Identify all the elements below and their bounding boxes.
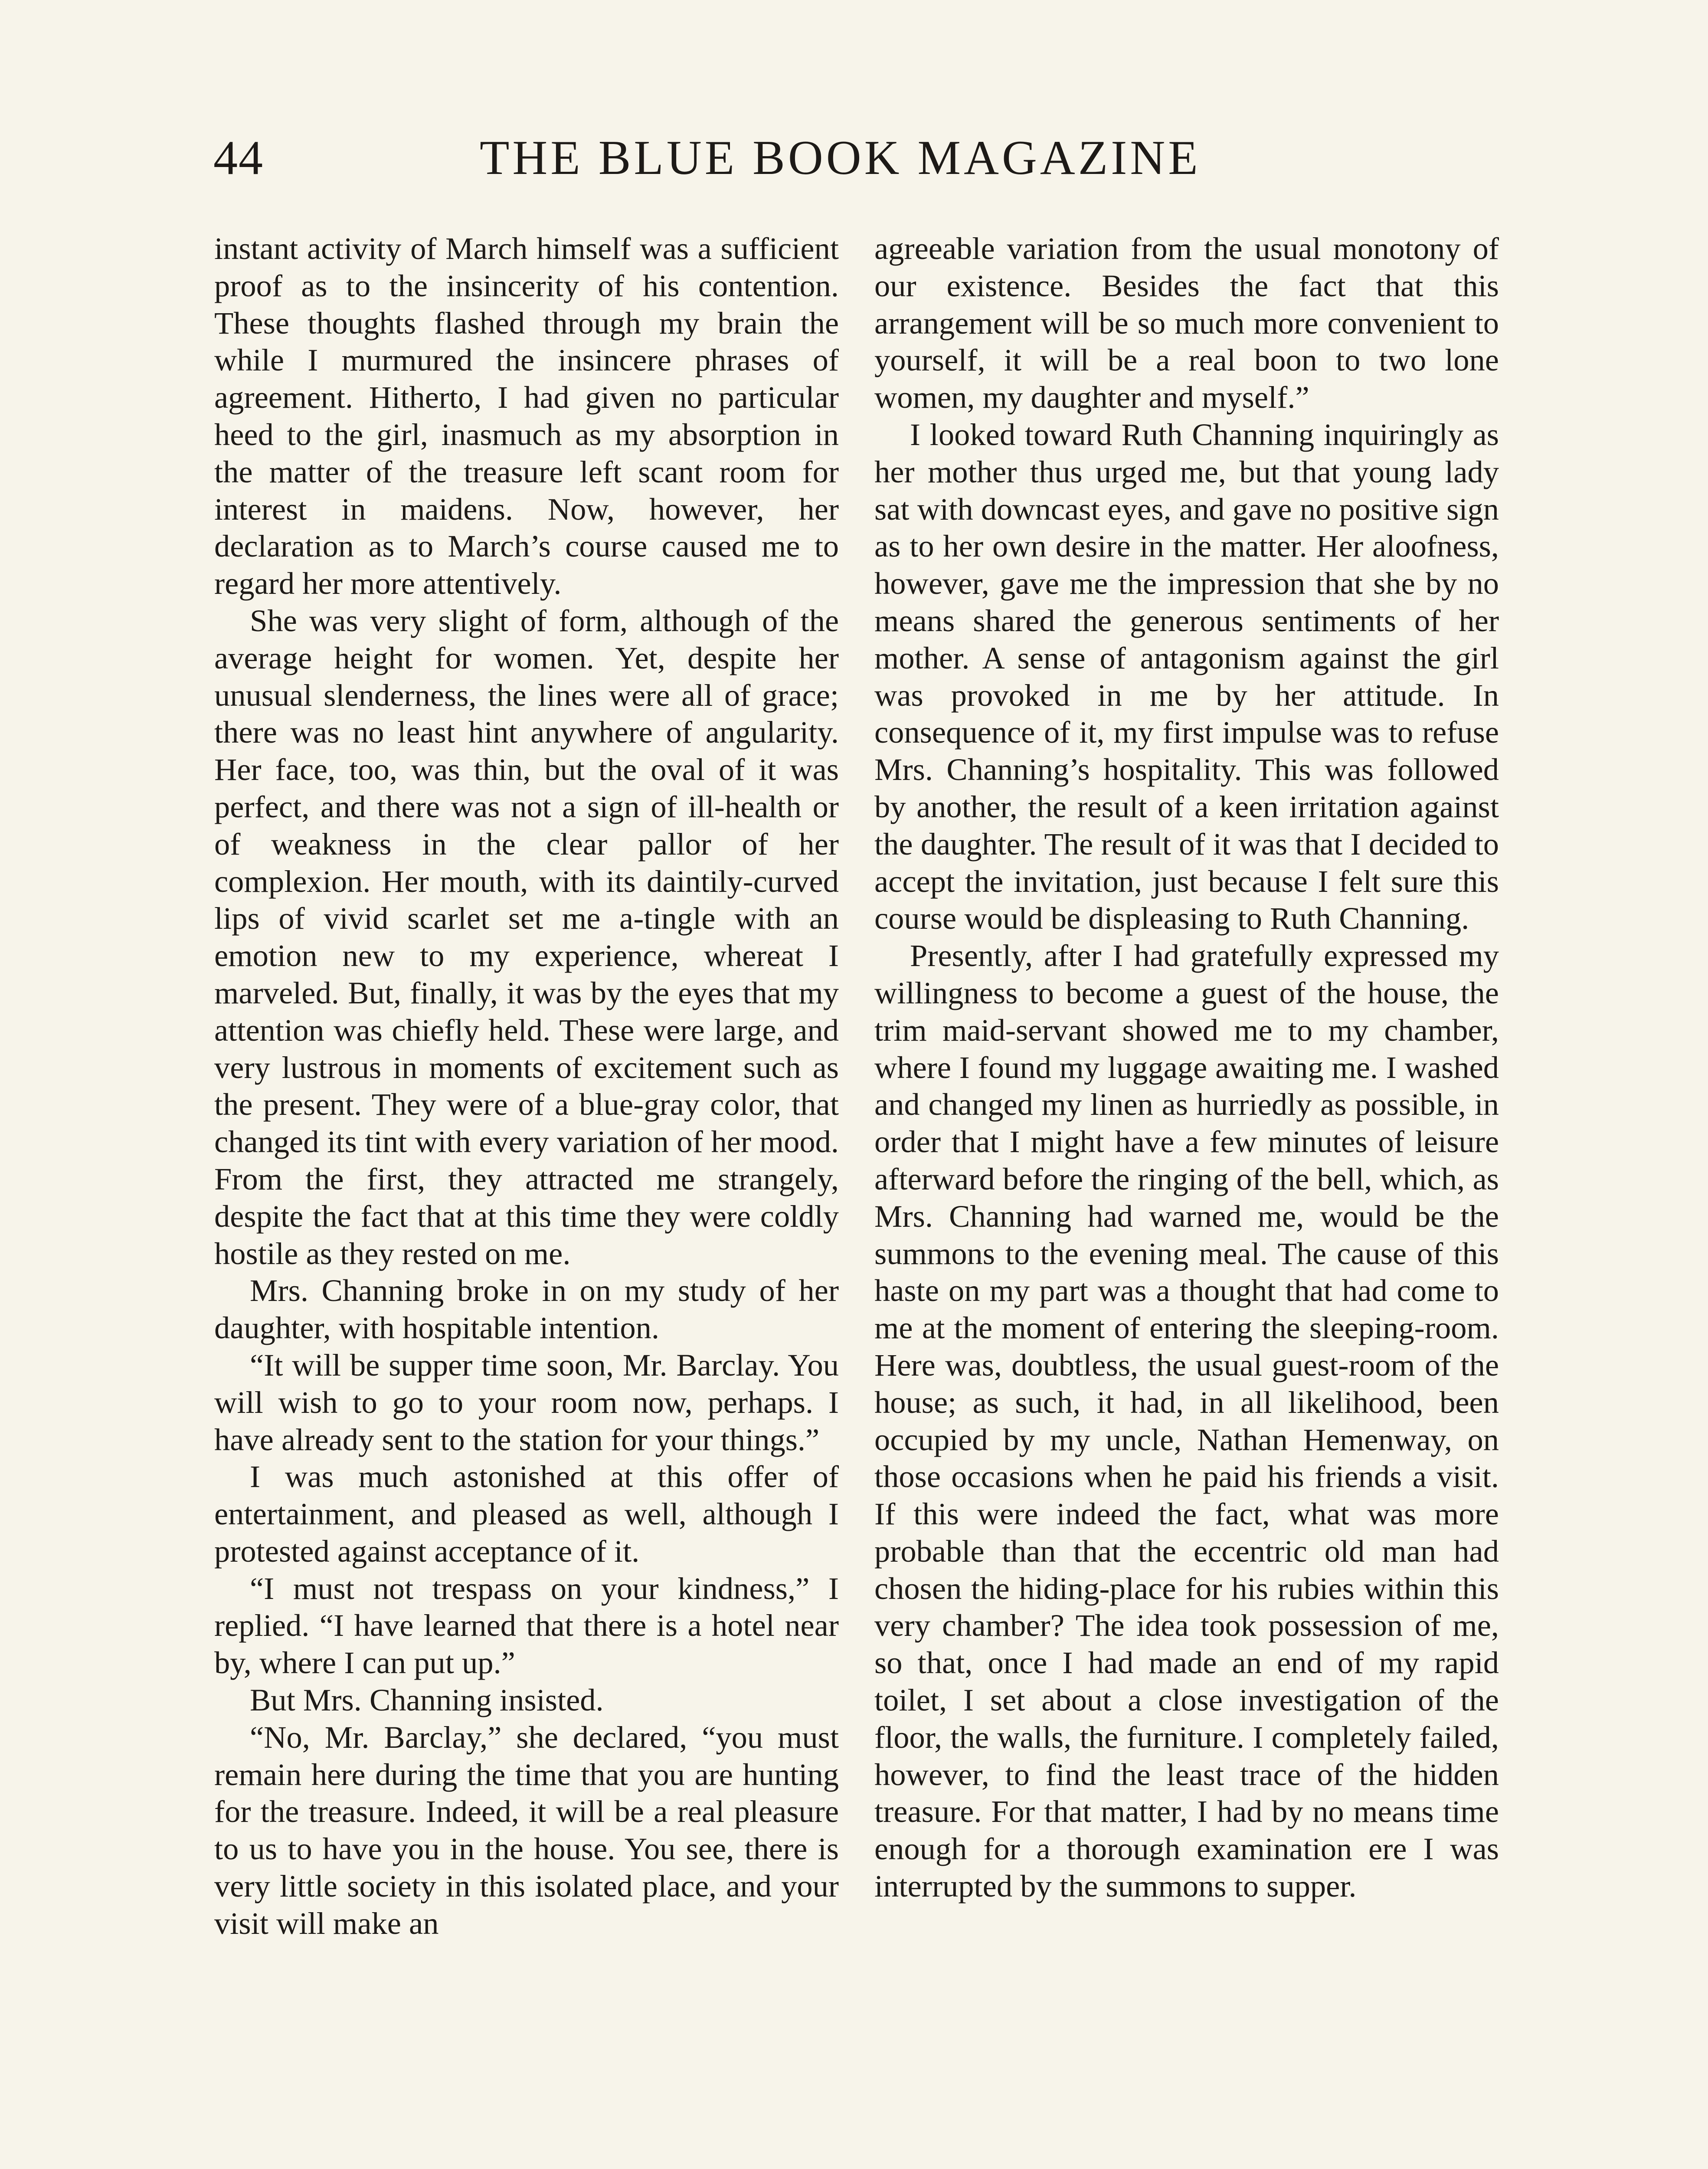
paragraph: I looked toward Ruth Channing inquiringly as her mother thus urged me, but that young lady sat with downcast eyes, and gave no positive sign as to her own desire in the matter. Her aloofness, however, gave me the impression that she by no means shared the generous sentiments of her mother. A sense of antagonism against the girl was provoked in me by her attitude. In consequence of it, my first impulse was to refuse Mrs. Channing’s hospitality. This was followed by another, the result of a keen irritation against the daughter. The result of it was that I decided to accept the invitation, just because I felt sure this course would be displeasing to Ruth Channing. [874, 416, 1499, 936]
paragraph: Mrs. Channing broke in on my study of her daughter, with hospitable intention. [214, 1273, 839, 1346]
magazine-title: THE BLUE BOOK MAGAZINE [480, 131, 1201, 185]
paragraph: She was very slight of form, although of the average height for women. Yet, despite her unusual slenderness, the lines were all of grace; there was no least hint anywhere of angularity. Her face, too, was thin, but the oval of it was perfect, and there was not a sign of ill-health or of weakness in the clear pallor of her complexion. Her mouth, with its daintily-curved lips of vivid scarlet set me a-tingle with an emotion new to my experience, whereat I marveled. But, finally, it was by the eyes that my attention was chiefly held. These were large, and very lustrous in moments of excitement such as the present. They were of a blue-gray color, that changed its tint with every variation of her mood. From the first, they attracted me strangely, despite the fact that at this time they were coldly hostile as they rested on me. [214, 603, 839, 1271]
paragraph: Presently, after I had gratefully expressed my willingness to become a guest of the house, the trim maid-servant showed me to my chamber, where I found my luggage awaiting me. I washed and changed my linen as hurriedly as possible, in order that I might have a few minutes of leisure afterward before the ringing of the bell, which, as Mrs. Channing had warned me, would be the summons to the evening meal. The cause of this haste on my part was a thought that had come to me at the moment of entering the sleeping-room. Here was, doubtless, the usual guest-room of the house; as such, it had, in all likelihood, been occupied by my uncle, Nathan Hemenway, on those occasions when he paid his friends a visit. If this were indeed the fact, what was more probable than that the eccentric old man had chosen the hiding-place for his rubies within this very chamber? The idea took possession of me, so that, once I had made an end of my rapid toilet, I set about a close investigation of the floor, the walls, the furniture. I completely failed, however, to find the least trace of the hidden treasure. For that matter, I had by no means time enough for a thorough examination ere I was interrupted by the summons to supper. [874, 938, 1499, 1904]
page-number: 44 [213, 131, 264, 185]
right-column [874, 230, 1499, 1905]
left-column [214, 230, 839, 1942]
paragraph: But Mrs. Channing insisted. [250, 1682, 604, 1718]
paragraph: “It will be supper time soon, Mr. Barclay. You will wish to go to your room now, perhaps. I have already sent to the station for your things.” [214, 1347, 839, 1457]
paragraph: agreeable variation from the usual monotony of our existence. Besides the fact that this arrangement will be so much more convenient to yourself, it will be a real boon to two lone women, my daughter and myself.” [874, 231, 1499, 415]
paragraph: “I must not trespass on your kindness,” I replied. “I have learned that there is a hotel near by, where I can put up.” [214, 1570, 839, 1681]
paragraph: instant activity of March himself was a sufficient proof as to the insincerity of his contention. These thoughts flashed through my brain the while I murmured the insincere phrases of agreement. Hitherto, I had given no particular heed to the girl, inasmuch as my absorption in the matter of the treasure left scant room for interest in maidens. Now, however, her declaration as to March’s course caused me to regard her more attentively. [214, 231, 839, 601]
paragraph: I was much astonished at this offer of entertainment, and pleased as well, although I protested against acceptance of it. [214, 1459, 839, 1569]
paragraph: “No, Mr. Barclay,” she declared, “you must remain here during the time that you are hunting for the treasure. Indeed, it will be a real pleasure to us to have you in the house. You see, there is very little society in this isolated place, and your visit will make an [214, 1719, 839, 1941]
